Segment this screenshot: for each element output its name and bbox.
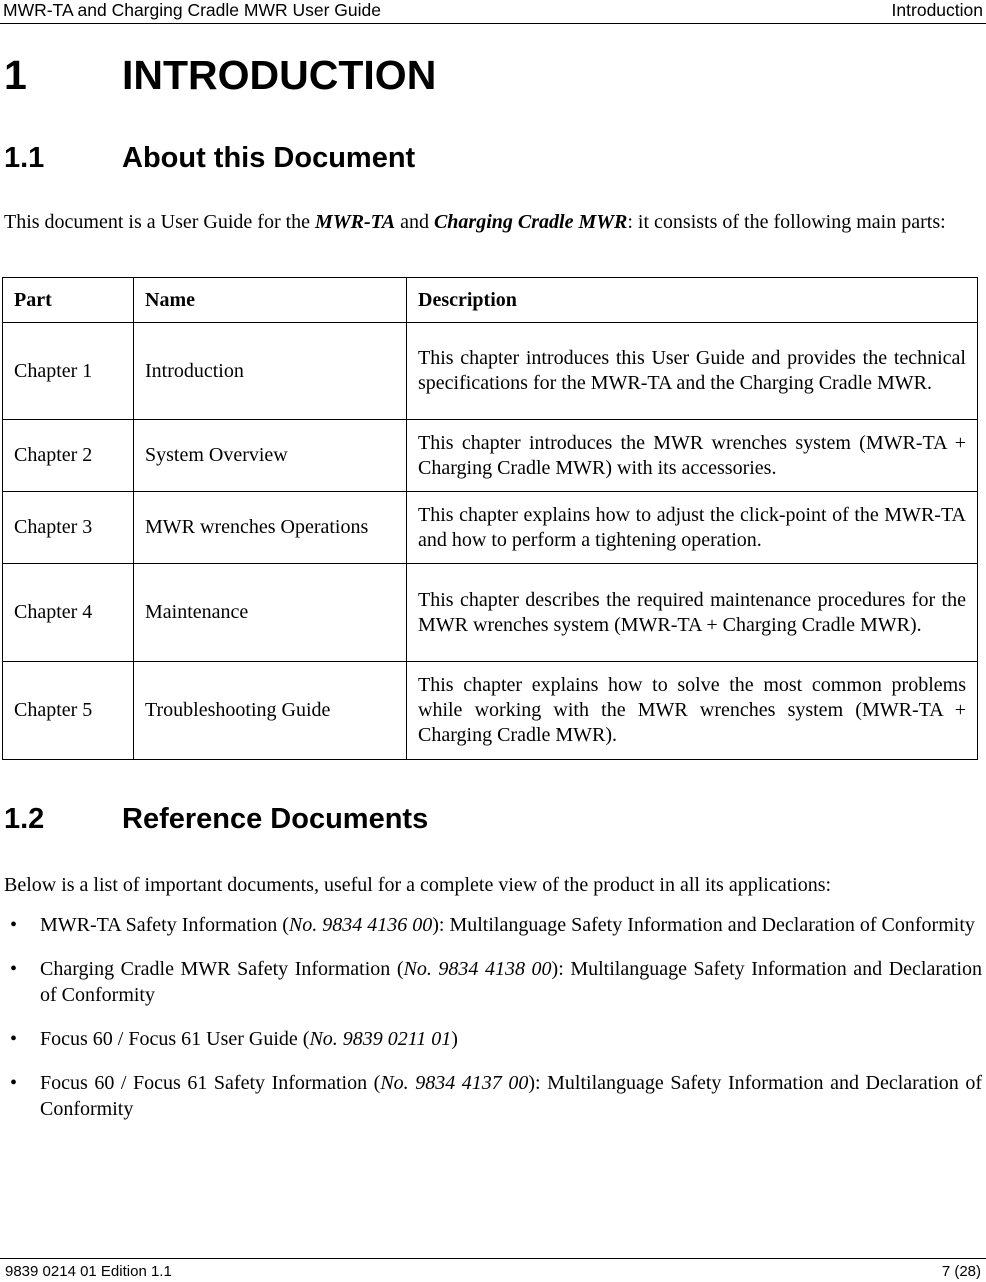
ref-title: Focus 60 / Focus 61 Safety Information ( [40,1072,381,1094]
table-row [3,564,978,662]
cell-part: Chapter 1 [3,323,134,420]
chapter-title: INTRODUCTION [122,52,437,98]
footer-page-number: 7 (28) [941,1263,981,1280]
cell-description: This chapter introduces the MWR wrenches system (MWR-TA + Charging Cradle MWR) with its accessories. [407,420,978,492]
table-row [3,662,978,760]
bullet-icon: • [10,958,18,980]
cell-description: This chapter describes the required maintenance procedures for the MWR wrenches system (MWR-TA + Charging Cradle MWR). [407,564,978,662]
ref-description: ): Multilanguage Safety Information and Declaration of Conformity [40,958,983,1006]
cell-part: Chapter 4 [3,564,134,662]
header-name: Name [134,278,407,323]
cell-description: This chapter explains how to solve the most common problems while working with the MWR wrenches system (MWR-TA + Charging Cradle MWR). [407,662,978,760]
section-heading-references [4,801,428,837]
cell-part: Chapter 5 [3,662,134,760]
page-footer [0,1258,986,1282]
section-title: Reference Documents [122,803,429,835]
section-number: 1.2 [4,803,45,835]
header-description: Description [407,278,978,323]
about-intro-paragraph [4,209,982,235]
header-part: Part [3,278,134,323]
cell-part: Chapter 2 [3,420,134,492]
intro-text-1: This document is a User Guide for the [4,211,316,233]
section-heading-about [4,140,415,176]
ref-doc-number: No. 9834 4137 00 [380,1072,529,1094]
chapter-number: 1 [4,52,27,98]
table-header-row [3,278,978,323]
cell-name: Troubleshooting Guide [134,662,407,760]
ref-doc-number: No. 9834 4138 00 [403,958,552,980]
references-intro-paragraph: Below is a list of important documents, useful for a complete view of the product in all its applications: [4,874,832,896]
bullet-icon: • [10,1072,18,1094]
cell-part: Chapter 3 [3,492,134,564]
table-row [3,420,978,492]
ref-title: Charging Cradle MWR Safety Information ( [40,958,404,980]
intro-product-cradle: Charging Cradle MWR [433,211,628,233]
ref-title: Focus 60 / Focus 61 User Guide ( [40,1028,310,1050]
bullet-icon: • [10,914,18,936]
intro-product-mwr-ta: MWR-TA [315,211,396,233]
chapter-heading [4,50,436,100]
ref-description: ) [451,1028,458,1050]
intro-text-2: and [395,211,434,233]
list-item [0,956,982,1008]
ref-description: ): Multilanguage Safety Information and Declaration of Conformity [432,914,975,936]
bullet-icon: • [10,1028,18,1050]
reference-list [0,912,982,1140]
cell-name: MWR wrenches Operations [134,492,407,564]
cell-name: Maintenance [134,564,407,662]
cell-name: System Overview [134,420,407,492]
header-section-name: Introduction [891,0,983,20]
section-title: About this Document [122,142,416,174]
footer-edition: 9839 0214 01 Edition 1.1 [5,1263,172,1280]
list-item [0,912,982,938]
table-row [3,492,978,564]
list-item [0,1026,982,1052]
ref-doc-number: No. 9839 0211 01 [309,1028,452,1050]
intro-text-3: : it consists of the following main parts: [627,211,946,233]
list-item [0,1070,982,1122]
section-number: 1.1 [4,142,45,174]
document-parts-table [2,277,978,760]
header-document-title: MWR-TA and Charging Cradle MWR User Guide [3,0,381,20]
table-row [3,323,978,420]
ref-doc-number: No. 9834 4136 00 [288,914,433,936]
cell-description: This chapter explains how to adjust the click-point of the MWR-TA and how to perform a tightening operation. [407,492,978,564]
ref-description: ): Multilanguage Safety Information and Declaration of Conformity [40,1072,983,1120]
page-header [0,0,986,24]
cell-name: Introduction [134,323,407,420]
cell-description: This chapter introduces this User Guide and provides the technical specifications for the MWR-TA and the Charging Cradle MWR. [407,323,978,420]
ref-title: MWR-TA Safety Information ( [40,914,289,936]
